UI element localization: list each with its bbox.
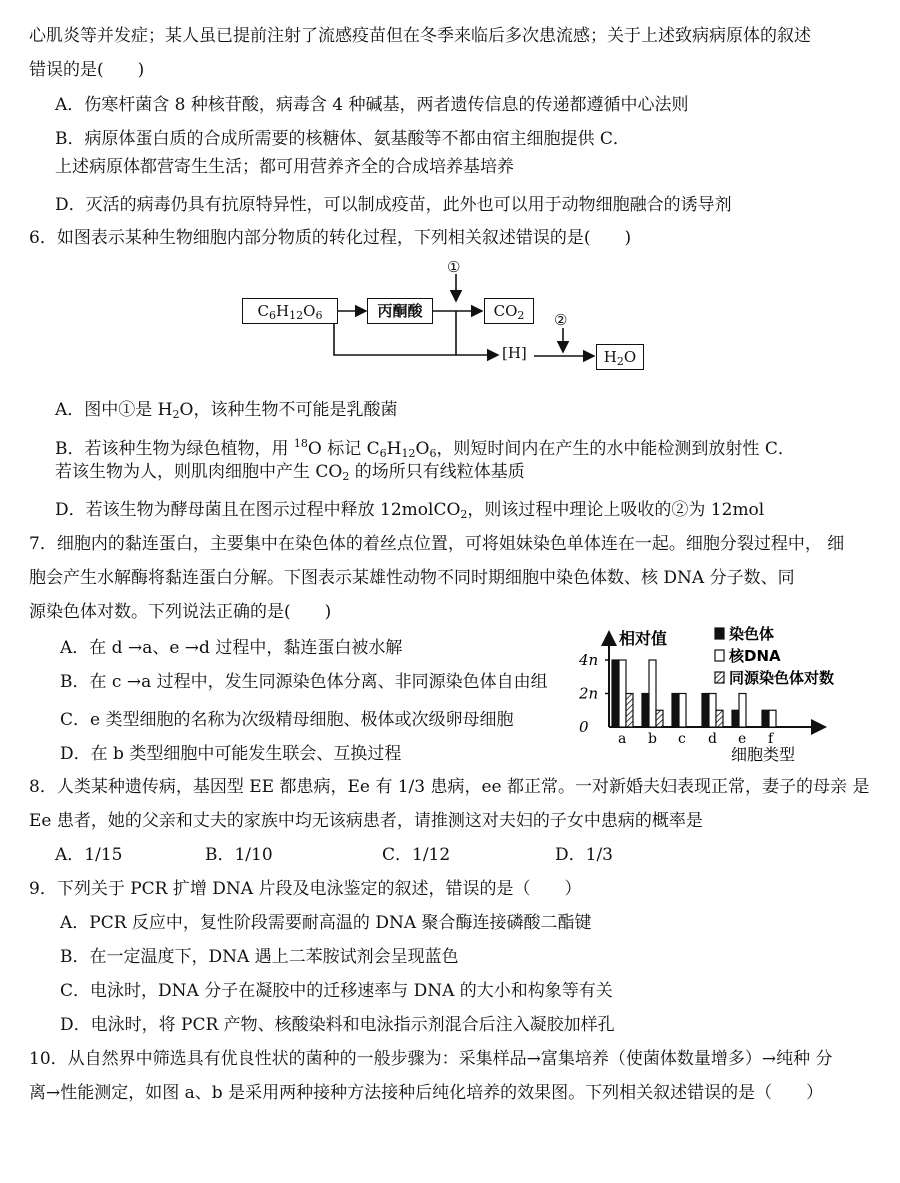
chart-svg (575, 620, 875, 768)
y-axis-label: 相对值 (619, 629, 668, 648)
legend-label: 同源染色体对数 (729, 669, 835, 687)
q9-option-a: A．PCR 反应中，复性阶段需要耐高温的 DNA 聚合酶连接磷酸二酯键 (60, 913, 592, 933)
legend-label: 染色体 (729, 625, 775, 643)
bar-a-2 (626, 694, 633, 728)
bar-d-1 (709, 694, 716, 728)
glucose-box: $C_6H_{12}O_6$ (242, 298, 338, 324)
q10-stem-2: 离→性能测定，如图 a、b 是采用两种接种方法接种后纯化培养的效果图。下列相关叙述错误的是（ ） (29, 1083, 824, 1103)
q6-option-c: 若该生物为人，则肌肉细胞中产生 $CO_2$ 的场所只有线粒体基质 (55, 462, 525, 483)
q8-option-a: A．1/15 (55, 845, 123, 865)
bar-f-1 (769, 710, 776, 727)
q10-stem-1: 10．从自然界中筛选具有优良性状的菌种的一般步骤为：采集样品→富集培养（使菌体数量增多）→纯种 分 (29, 1049, 833, 1069)
q5-option-c: 上述病原体都营寄生生活；都可用营养齐全的合成培养基培养 (55, 157, 514, 177)
q5-option-d: D．灭活的病毒仍具有抗原特异性，可以制成疫苗，此外也可以用于动物细胞融合的诱导剂 (55, 195, 732, 215)
bar-b-1 (649, 660, 656, 727)
q7-option-d: D．在 b 类型细胞中可能发生联会、互换过程 (60, 744, 402, 764)
q7-stem-2: 胞会产生水解酶将黏连蛋白分解。下图表示某雄性动物不同时期细胞中染色体数、核 DNA 分子数、同 (29, 568, 795, 588)
q9-option-d: D．电泳时，将 PCR 产物、核酸染料和电泳指示剂混合后注入凝胶加样孔 (60, 1015, 615, 1035)
q6-stem: 6．如图表示某种生物细胞内部分物质的转化过程，下列相关叙述错误的是( ) (29, 228, 632, 248)
q8-stem-1: 8．人类某种遗传病，基因型 EE 都患病，Ee 有 1/3 患病，ee 都正常。一对新婚夫妇表现正常，妻子的母亲 是 (29, 777, 870, 797)
q7-option-b: B．在 c →a 过程中，发生同源染色体分离、非同源染色体自由组 (60, 672, 548, 692)
x-tick-label: c (678, 731, 686, 747)
q8-option-c: C．1/12 (382, 845, 451, 865)
q6-option-d: D．若该生物为酵母菌且在图示过程中释放 12molCO$_2$，则该过程中理论上吸收的②为 12mol (55, 500, 765, 521)
bar-e-1 (739, 694, 746, 728)
legend-swatch (715, 628, 724, 639)
bar-d-2 (716, 710, 723, 727)
water-box: $H_2O$ (596, 344, 644, 370)
y-tick-label: 4n (579, 651, 599, 669)
q8-stem-2: Ee 患者，她的父亲和丈夫的家族中均无该病患者，请推测这对夫妇的子女中患病的概率是 (29, 811, 703, 831)
q9-stem: 9．下列关于 PCR 扩增 DNA 片段及电泳鉴定的叙述，错误的是（ ） (29, 879, 582, 899)
q7-stem-3: 源染色体对数。下列说法正确的是( ) (29, 602, 332, 622)
q7-option-a: A．在 d →a、e →d 过程中，黏连蛋白被水解 (60, 638, 403, 658)
q6-option-b: B．若该种生物为绿色植物，用 $^{18}$O 标记 $C_6H_{12}O_6$，则短时间内在产生的水中能检测到放射性 C． (55, 437, 795, 460)
bar-e-0 (732, 710, 739, 727)
q7-stem-1: 7．细胞内的黏连蛋白，主要集中在染色体的着丝点位置，可将姐妹染色单体连在一起。细胞分裂过程中， 细 (29, 534, 845, 554)
q5-option-a: A．伤寒杆菌含 8 种核苷酸，病毒含 4 种碱基，两者遗传信息的传递都遵循中心法则 (55, 95, 689, 115)
bar-a-0 (612, 660, 619, 727)
q9-option-c: C．电泳时，DNA 分子在凝胶中的迁移速率与 DNA 的大小和构象等有关 (60, 981, 613, 1001)
bar-c-0 (672, 694, 679, 728)
marker-1: ① (447, 258, 461, 276)
legend-swatch (715, 650, 724, 661)
x-tick-label: b (648, 731, 657, 747)
bar-b-0 (642, 694, 649, 728)
x-tick-label: e (738, 731, 747, 747)
q9-option-b: B．在一定温度下，DNA 遇上二苯胺试剂会呈现蓝色 (60, 947, 459, 967)
y-tick-label: 0 (579, 718, 589, 736)
h-label: [H] (502, 344, 527, 362)
marker-2: ② (554, 311, 568, 329)
q7-option-c: C．e 类型细胞的名称为次级精母细胞、极体或次级卵母细胞 (60, 710, 514, 730)
bar-f-0 (762, 710, 769, 727)
x-tick-label: a (618, 731, 627, 747)
q8-option-d: D．1/3 (555, 845, 613, 865)
y-tick-label: 2n (579, 684, 599, 703)
intro-line-1: 心肌炎等并发症；某人虽已提前注射了流感疫苗但在冬季来临后多次患流感；关于上述致病病原体的叙述 (29, 26, 811, 46)
metabolism-flow-diagram (230, 256, 670, 378)
intro-line-2: 错误的是( ) (29, 60, 145, 80)
x-tick-label: d (708, 731, 717, 747)
bar-d-0 (702, 694, 709, 728)
x-axis-label: 细胞类型 (731, 745, 796, 764)
legend-label: 核DNA (729, 647, 781, 665)
co2-box: $CO_2$ (484, 298, 534, 324)
bar-a-1 (619, 660, 626, 727)
bar-b-2 (656, 710, 663, 727)
arrow-to-h (334, 323, 498, 355)
q5-option-b: B．病原体蛋白质的合成所需要的核糖体、氨基酸等不都由宿主细胞提供 C． (55, 129, 630, 149)
q6-option-a: A．图中①是 $H_2O$，该种生物不可能是乳酸菌 (55, 400, 398, 421)
cell-type-bar-chart (575, 620, 875, 768)
pyruvate-box: 丙酮酸 (367, 298, 433, 324)
x-tick-label: f (768, 731, 774, 747)
bar-c-1 (679, 694, 686, 728)
legend-swatch (715, 672, 724, 683)
q8-option-b: B．1/10 (205, 845, 273, 865)
